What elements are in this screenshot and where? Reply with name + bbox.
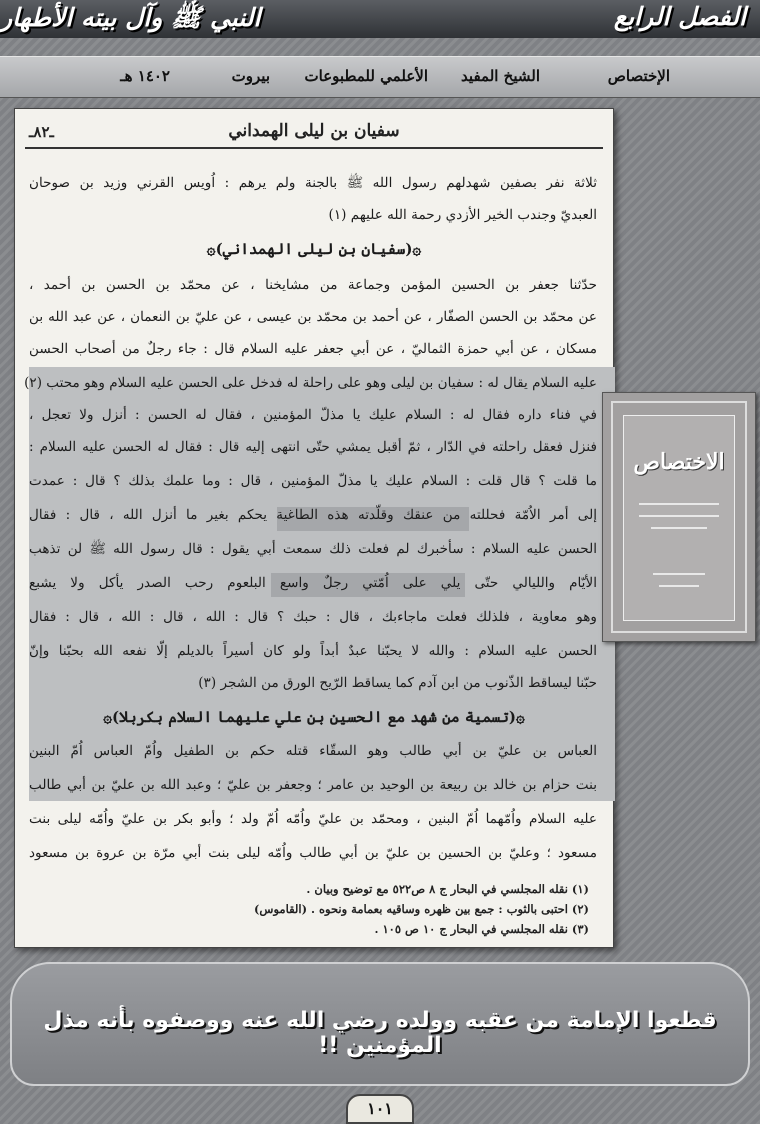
text-line: في فناء داره فقال له : السلام عليك يا مذلّ المؤمنين ، فقال له الحسن : أنزل ولا تعجل ، — [29, 407, 597, 423]
section-heading: ۞(تسمية من شهد مع الحسين بن علي عليهما السلام بكربلا)۞ — [103, 708, 525, 726]
scan-page-number: ـ٨٢ـ — [29, 123, 54, 141]
text-line: بنت حزام بن خالد بن ربيعة بن الوحيد بن عامر ؛ وجعفر بن عليّ ؛ وعبد الله بن عليّ بن أبي طالب — [29, 777, 597, 793]
cover-text-line — [653, 573, 705, 575]
text-line: مسعود ؛ وعليّ بن الحسين بن عليّ بن أبي طالب واُمّه ليلى بنت أبي مرّة بن عروة بن مسعود — [29, 845, 597, 861]
text-line: حبّنا ليساقط الذّنوب من ابن آدم كما يساقط الرّيح الورق من الشجر (٣) — [198, 675, 597, 691]
cover-text-line — [659, 585, 699, 587]
footnote: (٢) احتبى بالثوب : جمع بين ظهره وساقيه بعمامة ونحوه . (القاموس) — [253, 902, 589, 916]
info-publisher: الأعلمي للمطبوعات — [304, 67, 428, 85]
footnote: (٣) نقله المجلسي في البحار ج ١٠ ص ١٠٥ . — [374, 922, 589, 936]
chapter-title: الفصل الرابع — [613, 2, 746, 31]
info-city: بيروت — [231, 67, 270, 85]
text-line: مسكان ، عن أبي حمزة الثماليّ ، عن أبي جعفر عليه السلام قال : جاء رجلٌ من أصحاب الحسن — [29, 341, 597, 357]
book-title: النبي ﷺ وآل بيته الأطهار — [0, 3, 261, 32]
text-line: فنزل فعقل راحلته في الدّار ، ثمّ أقبل يمشي حتّى انتهى إليه قال : فقال له الحسن عليه السلام : — [29, 439, 597, 455]
running-title: سفيان بن ليلى الهمداني — [228, 121, 400, 141]
top-title-band — [0, 0, 760, 38]
source-info-bar — [0, 56, 760, 98]
text-line: ثلاثة نفر بصفين شهدلهم رسول الله ﷺ بالجنة ولم يرهم : اُويس القرني وزيد بن صوحان — [29, 175, 597, 191]
cover-text-line — [639, 515, 719, 517]
caption-text: قطعوا الإمامة من عقبه وولده رضي الله عنه ووصفوه بأنه مذل المؤمنين !! — [43, 1008, 717, 1058]
text-line: عن محمّد بن الحسن الصفّار ، عن أحمد بن محمّد بن عيسى ، عن عليّ بن النعمان ، عن عبد الله بن — [29, 309, 597, 325]
text-line: حدّثنا جعفر بن الحسين المؤمن وجماعة من مشايخنا ، عن محمّد بن الحسن بن أحمد ، — [29, 277, 597, 293]
text-line: العبديّ وجندب الخير الأزدي رحمة الله عليهم (١) — [328, 207, 597, 223]
caption-banner — [10, 962, 750, 1086]
text-line: الحسن عليه السلام : سأخبرك لم فعلت ذلك سمعت أبي يقول : قال رسول الله ﷺ لن تذهب — [29, 541, 597, 557]
info-book: الإختصاص — [607, 67, 670, 85]
text-line: الحسن عليه السلام : والله لا يحبّنا عبدٌ أبداً ولو كان أسيراً بالديلم إلّا نفعه الله بحبّنا وإنّ — [29, 643, 597, 659]
text-line: وهو معاوية ، فلذلك فعلت ماجاءبك ، قال : حبك ؟ قال : الله ، قال : الله ، قال : فقال — [29, 609, 597, 625]
scanned-page — [14, 108, 614, 948]
scan-header — [25, 115, 603, 149]
text-line: العباس بن عليّ بن أبي طالب وهو السقّاء قتله حكم بن الطفيل واُمّ العباس اُمّ البنين — [29, 743, 597, 759]
section-heading: ۞(سفيان بن ليلى الهمداني)۞ — [206, 240, 422, 258]
text-line: ما قلت ؟ قال قلت : السلام عليك يا مذلّ المؤمنين ، قال : وما علمك بذلك ؟ قال : عمدت — [29, 473, 597, 489]
footnote: (١) نقله المجلسي في البحار ج ٨ ص٥٢٢ مع توضيح وبيان . — [306, 882, 589, 896]
text-line: عليه السلام واُمّهما اُمّ البنين ، ومحمّد بن عليّ واُمّه اُمّ ولد ؛ وأبو بكر بن عليّ واُمّه ليلى بنت — [29, 811, 597, 827]
info-author: الشيخ المفيد — [461, 67, 540, 85]
book-cover-image — [602, 392, 756, 642]
info-year: ١٤٠٢ هـ — [120, 67, 170, 85]
cover-panel — [623, 415, 735, 621]
cover-text-line — [651, 527, 707, 529]
text-line: الأيّام والليالي حتّى يلي على اُمّتي رجلٌ واسع البلعوم رحب الصدر يأكل ولا يشبع — [29, 575, 597, 591]
text-line: عليه السلام يقال له : سفيان بن ليلى وهو على راحلة له فدخل على الحسن عليه السلام وهو محتب (٢) — [24, 375, 597, 391]
text-line: إلى أمر الاُمّة فحللته من عنقك وقلّدته هذه الطاغية يحكم بغير ما أنزل الله ، قال : فقال — [29, 507, 597, 523]
cover-title: الاختصاص — [633, 449, 725, 475]
page-number: ١٠١ — [346, 1094, 414, 1124]
cover-text-line — [639, 503, 719, 505]
